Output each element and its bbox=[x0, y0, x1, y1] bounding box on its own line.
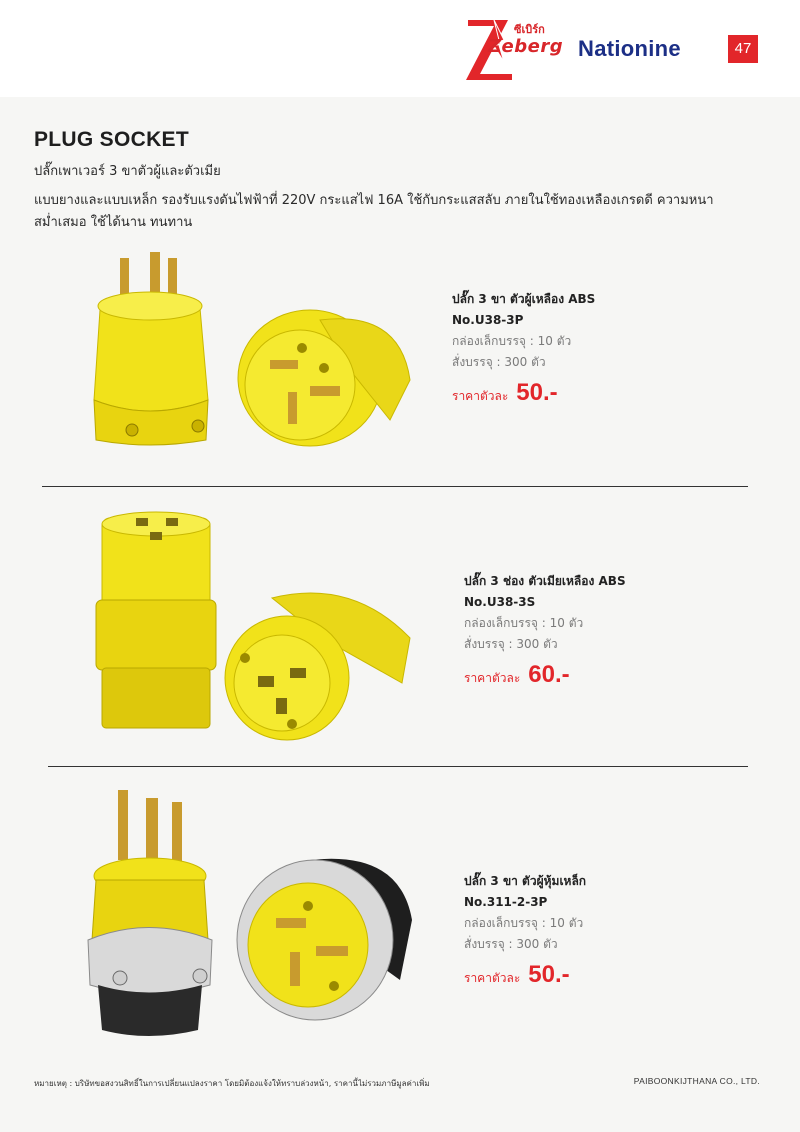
nationine-logo: Nationine bbox=[578, 36, 681, 61]
product-info-u38-3p bbox=[452, 289, 595, 407]
product-info-311-2-3p bbox=[464, 871, 586, 989]
price-value: 60.- bbox=[528, 661, 570, 688]
page-title: PLUG SOCKET bbox=[34, 128, 189, 151]
footer-company: PAIBOONKIJTHANA CO., LTD. bbox=[633, 1076, 760, 1086]
price-value: 50.- bbox=[528, 961, 570, 988]
order-pack-qty: สั่งบรรจุ : 300 ตัว bbox=[464, 637, 558, 651]
product-code: No.311-2-3P bbox=[464, 895, 548, 909]
product-name: ปลั๊ก 3 ช่อง ตัวเมียเหลือง ABS bbox=[464, 574, 626, 588]
price-label: ราคาตัวละ bbox=[452, 389, 509, 403]
product-code: No.U38-3P bbox=[452, 313, 524, 327]
price-label: ราคาตัวละ bbox=[464, 671, 521, 685]
small-box-qty: กล่องเล็กบรรจุ : 10 ตัว bbox=[452, 334, 572, 348]
product-image-u38-3s bbox=[92, 508, 422, 748]
section-divider bbox=[42, 486, 748, 487]
small-box-qty: กล่องเล็กบรรจุ : 10 ตัว bbox=[464, 916, 584, 930]
product-info-u38-3s bbox=[464, 571, 626, 689]
small-box-qty: กล่องเล็กบรรจุ : 10 ตัว bbox=[464, 616, 584, 630]
page-number: 47 bbox=[728, 35, 758, 63]
product-name: ปลั๊ก 3 ขา ตัวผู้หุ้มเหล็ก bbox=[464, 874, 587, 888]
footer-note: หมายเหตุ : บริษัทขอสงวนสิทธิ์ในการเปลี่ยนแปลงราคา โดยมิต้องแจ้งให้ทราบล่วงหน้า, ราคานี้ไม่รวมภาษีมูลค่าเพิ่ม bbox=[34, 1079, 430, 1088]
product-code: No.U38-3S bbox=[464, 595, 536, 609]
product-image-u38-3p bbox=[80, 250, 420, 455]
price-value: 50.- bbox=[516, 379, 558, 406]
brand-thai-name: ซีเบิร์ก bbox=[514, 23, 545, 36]
product-name: ปลั๊ก 3 ขา ตัวผู้เหลือง ABS bbox=[452, 292, 596, 306]
price-label: ราคาตัวละ bbox=[464, 971, 521, 985]
page-header bbox=[0, 0, 800, 97]
brand-name: Zeberg bbox=[488, 36, 564, 57]
product-image-311-2-3p bbox=[80, 780, 420, 1050]
order-pack-qty: สั่งบรรจุ : 300 ตัว bbox=[464, 937, 558, 951]
section-divider bbox=[48, 766, 748, 767]
page-description: แบบยางและแบบเหล็ก รองรับแรงดันไฟฟ้าที่ 220V กระแสไฟ 16A ใช้กับกระแสสลับ ภายในใช้ทองเหลืองเกรดดี ความหนาสม่ำเสมอ ใช้ได้นาน ทนทาน bbox=[34, 193, 714, 230]
page-subtitle: ปลั๊กเพาเวอร์ 3 ขาตัวผู้และตัวเมีย bbox=[34, 164, 221, 179]
order-pack-qty: สั่งบรรจุ : 300 ตัว bbox=[452, 355, 546, 369]
